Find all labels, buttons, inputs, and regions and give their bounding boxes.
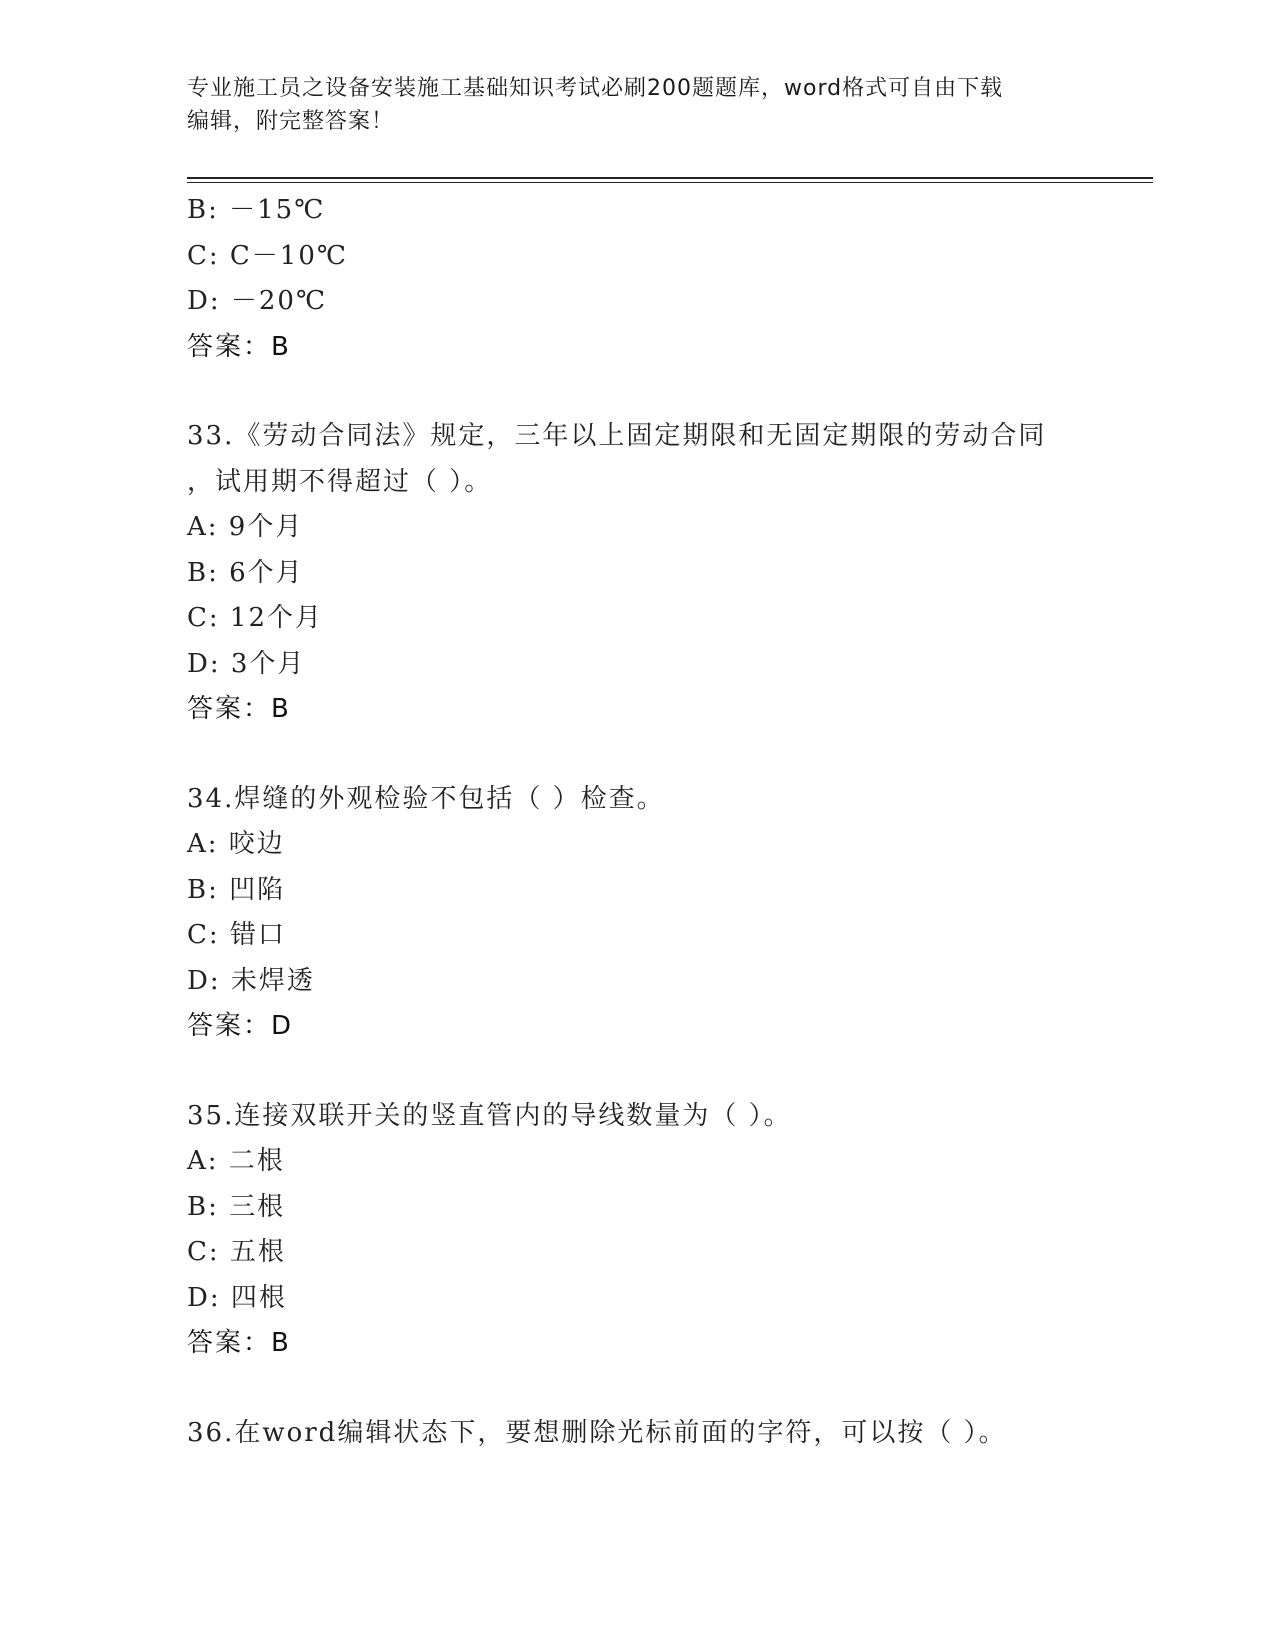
option-a: A: 二根	[187, 1146, 285, 1176]
question-text: 35.连接双联开关的竖直管内的导线数量为（ ）。	[187, 1100, 792, 1131]
option-a: A: 咬边	[187, 829, 285, 859]
option-b: B: 三根	[187, 1191, 286, 1222]
option-d: D: 四根	[187, 1282, 287, 1313]
option-b: B: 6个月	[187, 557, 304, 588]
question-text: 36.在word编辑状态下，要想删除光标前面的字符，可以按（ ）。	[187, 1417, 1007, 1448]
question-text: 33.《劳动合同法》规定，三年以上固定期限和无固定期限的劳动合同	[187, 421, 1047, 451]
option-a: A: 9个月	[187, 512, 304, 542]
question-text-continued: ，试用期不得超过（ ）。	[187, 466, 493, 497]
option-c: C: 五根	[187, 1237, 286, 1267]
option-d: D: －20℃	[187, 286, 328, 316]
answer: 答案：D	[187, 1011, 294, 1041]
option-d: D: 3个月	[187, 648, 306, 679]
document-header	[187, 72, 1067, 138]
header-line-1: 专业施工员之设备安装施工基础知识考试必刷200题题库，word格式可自由下载	[187, 76, 1004, 101]
header-rule-top	[187, 177, 1153, 179]
option-c: C: 12个月	[187, 603, 324, 633]
option-b: B: －15℃	[187, 195, 326, 225]
answer: 答案：B	[187, 694, 291, 724]
question-list	[187, 188, 1107, 1456]
question-block-33	[187, 414, 1107, 733]
option-c: C: C－10℃	[187, 240, 348, 271]
option-b: B: 凹陷	[187, 874, 286, 905]
question-text: 34.焊缝的外观检验不包括（ ）检查。	[187, 783, 665, 814]
question-block-32	[187, 188, 1107, 370]
question-block-35	[187, 1094, 1107, 1367]
header-rule-bottom	[187, 182, 1153, 183]
answer: 答案：B	[187, 331, 291, 362]
option-c: C: 错口	[187, 920, 286, 950]
header-line-2: 编辑，附完整答案！	[187, 109, 395, 134]
option-d: D: 未焊透	[187, 965, 315, 996]
question-block-34	[187, 777, 1107, 1050]
question-block-36	[187, 1411, 1107, 1457]
answer: 答案：B	[187, 1328, 291, 1358]
